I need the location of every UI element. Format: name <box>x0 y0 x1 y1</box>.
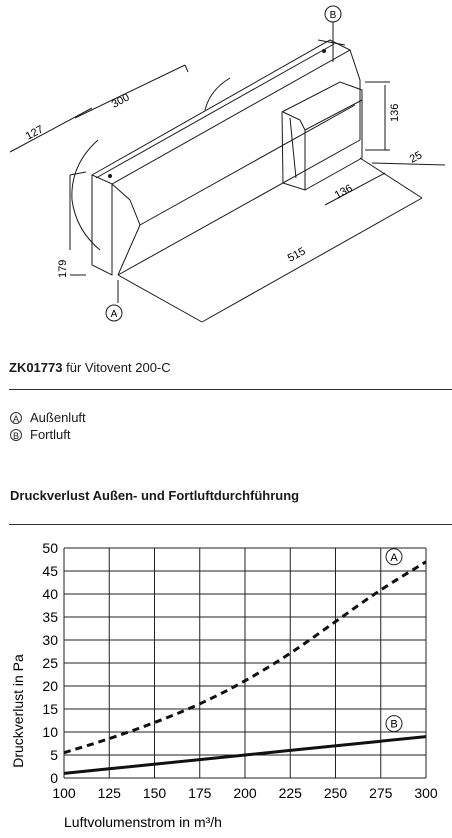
y-tick-label: 40 <box>42 586 58 602</box>
duct-top-face <box>92 40 350 184</box>
series-label-a: A <box>390 551 398 564</box>
outlet-box <box>282 82 362 190</box>
x-tick-label: 200 <box>233 785 257 801</box>
dim-136-width: 136 <box>332 182 355 202</box>
chart-labels <box>42 540 437 801</box>
duct-front-face <box>92 175 112 275</box>
y-tick-label: 10 <box>42 724 58 740</box>
x-tick-label: 125 <box>97 785 121 801</box>
x-tick-label: 150 <box>142 785 167 801</box>
y-tick-label: 20 <box>42 678 58 694</box>
x-tick-label: 175 <box>188 785 212 801</box>
y-tick-label: 50 <box>42 540 58 556</box>
dim-179: 179 <box>57 259 69 278</box>
y-tick-label: 35 <box>42 609 58 625</box>
x-tick-label: 300 <box>414 785 438 801</box>
x-tick-label: 100 <box>52 785 76 801</box>
dim-300: 300 <box>109 91 132 111</box>
legend-item-a <box>10 410 86 425</box>
y-tick-label: 0 <box>50 770 58 786</box>
legend-a-label: Außenluft <box>30 410 86 425</box>
legend-b-label: Fortluft <box>30 427 71 442</box>
chart-heading: Druckverlust Außen- und Fortluftdurchführung <box>10 488 300 503</box>
dim-25: 25 <box>407 149 425 166</box>
callout-a-label: A <box>110 309 118 320</box>
y-tick-label: 45 <box>42 563 58 579</box>
y-tick-label: 5 <box>50 747 58 763</box>
dim-127: 127 <box>23 123 46 143</box>
series-label-b: B <box>390 718 398 731</box>
callout-b-label: B <box>329 10 337 21</box>
round-pipe-left <box>72 140 100 250</box>
model-code: ZK01773 <box>9 360 63 375</box>
y-tick-label: 25 <box>42 655 58 671</box>
x-tick-label: 275 <box>369 785 393 801</box>
legend-a-marker: A <box>10 412 22 424</box>
pressure-loss-chart <box>0 536 452 838</box>
ventilation-duct-drawing <box>0 0 452 340</box>
divider <box>9 389 452 390</box>
y-tick-label: 30 <box>42 632 58 648</box>
dim-515: 515 <box>285 245 308 265</box>
x-tick-label: 250 <box>323 785 348 801</box>
legend-b-marker: B <box>10 429 22 441</box>
model-text: für Vitovent 200-C <box>66 360 171 375</box>
divider <box>9 524 452 525</box>
model-caption <box>9 360 171 375</box>
x-tick-label: 225 <box>278 785 302 801</box>
y-tick-label: 15 <box>42 701 58 717</box>
y-axis-label: Druckverlust in Pa <box>10 654 26 768</box>
legend-item-b <box>10 427 70 442</box>
dim-136-height: 136 <box>389 103 401 122</box>
x-axis-label: Luftvolumenstrom in m³/h <box>64 814 222 830</box>
